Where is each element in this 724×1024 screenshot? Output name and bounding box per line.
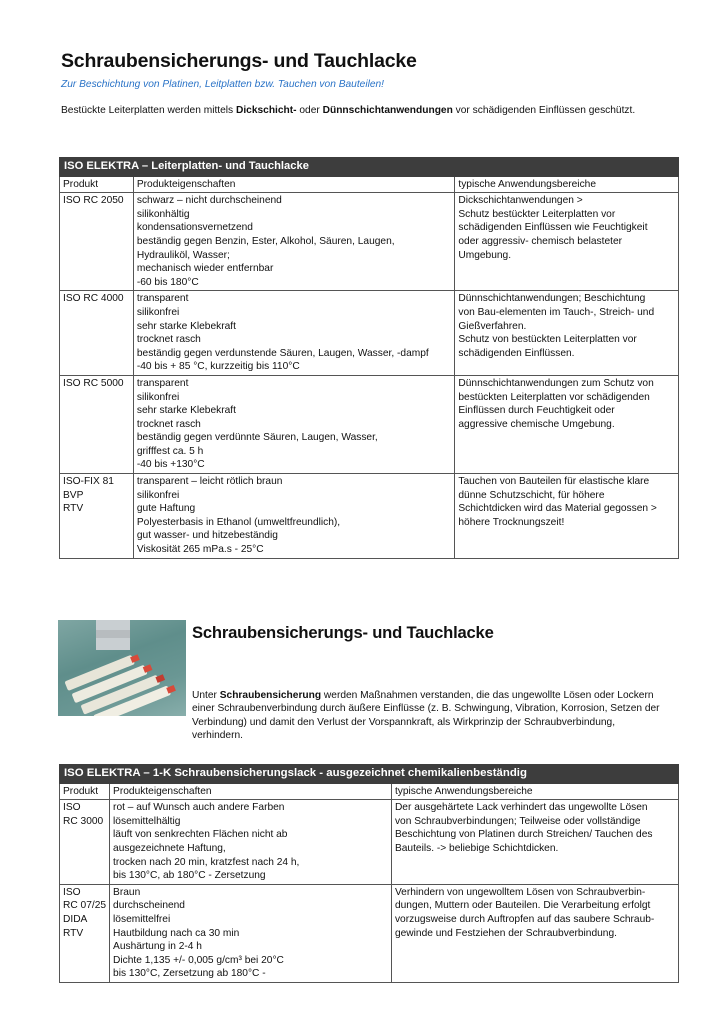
- cell-line: RTV: [63, 503, 84, 515]
- cell-line: kondensationsvernetzend: [136, 222, 253, 234]
- column-header-uses: typische Anwendungsbereiche: [455, 176, 679, 193]
- cell-line: Bauteils. -> beliebige Schichtdicken.: [394, 842, 559, 854]
- adhesive-tubes-photo-icon: [58, 620, 186, 716]
- cell-line: BVP: [63, 489, 84, 501]
- cell-line: vorzugsweise durch Auftropfen auf das saubere Schraub-: [394, 913, 655, 925]
- table-row: [60, 474, 679, 559]
- cell-line: lösemittelfrei: [113, 913, 171, 925]
- cell-line: gewinde und Festziehen der Schraubverbindung.: [394, 927, 617, 939]
- cell-line: Polyesterbasis in Ethanol (umweltfreundlich),: [136, 516, 341, 528]
- column-header-product: Produkt: [60, 783, 110, 800]
- product-cell: [60, 193, 134, 291]
- table-row: [60, 800, 679, 885]
- cell-line: RTV: [63, 927, 84, 939]
- cell-line: sehr starke Klebekraft: [136, 405, 236, 417]
- cell-line: ISO-FIX 81: [63, 476, 114, 488]
- section-text-end: werden Maßnahmen verstanden, die das ungewollte Lösen oder Lockern einer Schraubenverbindung durch äußere Einflüsse (z. B. Schwingung, Vibration, Korrosion, Setzen der Verbindung) und damit den Verlust der Vorspannkraft, als Wirkprinzip der Schraubverbindung, verhindern.: [192, 690, 660, 742]
- table-band-title: ISO ELEKTRA – Leiterplatten- und Tauchlacke: [60, 158, 679, 177]
- intro-paragraph: [61, 104, 661, 117]
- cell-line: grifffest ca. 5 h: [136, 445, 204, 457]
- section-paragraph: [192, 689, 662, 743]
- product-cell: [60, 800, 110, 885]
- cell-line: transparent: [136, 377, 189, 389]
- product-cell: [60, 375, 134, 473]
- cell-line: Dünnschichtanwendungen; Beschichtung: [458, 293, 646, 305]
- uses-cell: [455, 474, 679, 559]
- table-leiterplatten: [59, 157, 679, 559]
- uses-cell: [455, 193, 679, 291]
- section-bold-schraubensicherung: Schraubensicherung: [219, 690, 322, 701]
- cell-line: oder aggressiv- chemisch belasteter: [458, 235, 623, 247]
- cell-line: von Bau-elementen im Tauch-, Streich- und: [458, 306, 655, 318]
- cell-line: Schutz bestückter Leiterplatten vor: [458, 208, 616, 220]
- cell-line: Braun: [113, 886, 141, 898]
- cell-line: Hautbildung nach ca 30 min: [113, 927, 240, 939]
- cell-line: -60 bis 180°C: [136, 276, 199, 288]
- intro-text: Bestückte Leiterplatten werden mittels: [61, 105, 236, 116]
- cell-line: -40 bis +130°C: [136, 459, 205, 471]
- cell-line: silikonfrei: [136, 391, 180, 403]
- cell-line: Viskosität 265 mPa.s - 25°C: [136, 544, 264, 556]
- cell-line: gute Haftung: [136, 503, 196, 515]
- cell-line: ISO: [63, 802, 81, 814]
- cell-line: silikonfrei: [136, 489, 180, 501]
- cell-line: dungen, Muttern oder Bauteilen. Die Verarbeitung erfolgt: [394, 900, 651, 912]
- page-subtitle: Zur Beschichtung von Platinen, Leitplatten bzw. Tauchen von Bauteilen!: [61, 79, 385, 90]
- table-row: [60, 884, 679, 982]
- column-header-properties: Produkteigenschaften: [110, 783, 392, 800]
- cell-line: Dickschichtanwendungen >: [458, 195, 583, 207]
- cell-line: beständig gegen verdunstende Säuren, Laugen, Wasser, -dampf: [136, 347, 429, 359]
- cell-line: von Schraubverbindungen; Teilweise oder vollständige: [394, 815, 641, 827]
- properties-cell: [110, 884, 392, 982]
- cell-line: Umgebung.: [458, 249, 512, 261]
- cell-line: ISO: [63, 886, 81, 898]
- uses-cell: [455, 375, 679, 473]
- cell-line: Gießverfahren.: [458, 320, 527, 332]
- cell-line: rot – auf Wunsch auch andere Farben: [113, 802, 285, 814]
- intro-text-mid: oder: [296, 105, 323, 116]
- tubes-illustration: [58, 620, 186, 716]
- cell-line: Verhindern von ungewolltem Lösen von Schraubverbin-: [394, 886, 646, 898]
- cell-line: ISO RC 5000: [63, 377, 124, 389]
- cell-line: Schutz von bestückten Leiterplatten vor: [458, 334, 637, 346]
- cell-line: bis 130°C, Zersetzung ab 180°C -: [113, 968, 266, 980]
- uses-cell: [391, 800, 678, 885]
- cell-line: transparent: [136, 293, 189, 305]
- uses-cell: [391, 884, 678, 982]
- cell-line: Beschichtung von Platinen durch Streichen/ Tauchen des: [394, 829, 653, 841]
- column-header-product: Produkt: [60, 176, 134, 193]
- cell-line: -40 bis + 85 °C, kurzzeitig bis 110°C: [136, 361, 300, 373]
- table-schraubensicherung: [59, 764, 679, 983]
- cell-line: aggressive chemische Umgebung.: [458, 418, 615, 430]
- cell-line: Einflüssen durch Feuchtigkeit oder: [458, 405, 615, 417]
- cell-line: höhere Trocknungszeit!: [458, 516, 565, 528]
- cell-line: bestückten Leiterplatten vor schädigenden: [458, 391, 650, 403]
- properties-cell: [110, 800, 392, 885]
- cell-line: schädigenden Einflüssen wie Feuchtigkeit: [458, 222, 648, 234]
- cell-line: Dünnschichtanwendungen zum Schutz von: [458, 377, 654, 389]
- table-row: [60, 193, 679, 291]
- cell-line: mechanisch wieder entfernbar: [136, 263, 274, 275]
- cell-line: Der ausgehärtete Lack verhindert das ungewollte Lösen: [394, 802, 648, 814]
- properties-cell: [133, 474, 455, 559]
- cell-line: schwarz – nicht durchscheinend: [136, 195, 282, 207]
- cell-line: bis 130°C, ab 180°C - Zersetzung: [113, 870, 266, 882]
- cell-line: durchscheinend: [113, 900, 185, 912]
- intro-bold-dickschicht: Dickschicht-: [235, 105, 297, 116]
- cell-line: trocknet rasch: [136, 334, 201, 346]
- product-cell: [60, 474, 134, 559]
- table-row: [60, 375, 679, 473]
- cell-line: RC 3000: [63, 815, 104, 827]
- product-cell: [60, 884, 110, 982]
- table-row: [60, 291, 679, 376]
- cell-line: transparent – leicht rötlich braun: [136, 476, 283, 488]
- table-band-title: ISO ELEKTRA – 1-K Schraubensicherungslack - ausgezeichnet chemikalienbeständig: [60, 765, 679, 784]
- cell-line: ausgezeichnete Haftung,: [113, 842, 226, 854]
- cell-line: Hydrauliköl, Wasser;: [136, 249, 230, 261]
- cell-line: ISO RC 4000: [63, 293, 124, 305]
- product-cell: [60, 291, 134, 376]
- cell-line: Schichtdicken wird das Material gegossen >: [458, 503, 657, 515]
- column-header-uses: typische Anwendungsbereiche: [391, 783, 678, 800]
- intro-text-end: vor schädigenden Einflüssen geschützt.: [452, 105, 636, 116]
- properties-cell: [133, 193, 455, 291]
- section-title: Schraubensicherungs- und Tauchlacke: [192, 623, 494, 642]
- cell-line: trocknet rasch: [136, 418, 201, 430]
- cell-line: Tauchen von Bauteilen für elastische klare: [458, 476, 650, 488]
- section-text-start: Unter: [192, 690, 220, 701]
- properties-cell: [133, 291, 455, 376]
- cell-line: trocken nach 20 min, kratzfest nach 24 h,: [113, 856, 300, 868]
- cell-line: sehr starke Klebekraft: [136, 320, 236, 332]
- cell-line: schädigenden Einflüssen.: [458, 347, 575, 359]
- column-header-properties: Produkteigenschaften: [133, 176, 455, 193]
- cell-line: Dichte 1,135 +/- 0,005 g/cm³ bei 20°C: [113, 954, 284, 966]
- cell-line: beständig gegen Benzin, Ester, Alkohol, Säuren, Laugen,: [136, 235, 395, 247]
- cell-line: dünne Schutzschicht, für höhere: [458, 489, 605, 501]
- uses-cell: [455, 291, 679, 376]
- cell-line: gut wasser- und hitzebeständig: [136, 530, 278, 542]
- cell-line: ISO RC 2050: [63, 195, 124, 207]
- cell-line: silikonfrei: [136, 306, 180, 318]
- cell-line: DIDA: [63, 913, 88, 925]
- cell-line: silikonhältig: [136, 208, 190, 220]
- intro-bold-duennschicht: Dünnschichtanwendungen: [322, 105, 453, 116]
- properties-cell: [133, 375, 455, 473]
- cell-line: RC 07/25: [63, 900, 107, 912]
- page-title: Schraubensicherungs- und Tauchlacke: [61, 50, 417, 72]
- cell-line: Aushärtung in 2-4 h: [113, 941, 202, 953]
- cell-line: läuft von senkrechten Flächen nicht ab: [113, 829, 288, 841]
- cell-line: beständig gegen verdünnte Säuren, Laugen, Wasser,: [136, 432, 378, 444]
- cell-line: lösemittelhältig: [113, 815, 181, 827]
